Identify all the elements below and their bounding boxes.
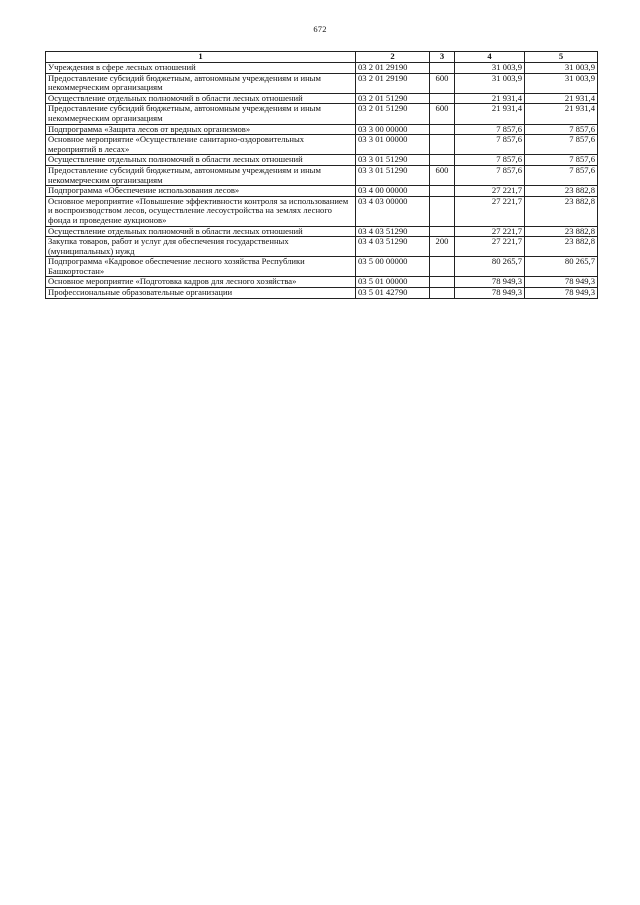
table-row <box>46 288 598 299</box>
row-name-cell: Осуществление отдельных полномочий в области лесных отношений <box>46 93 356 104</box>
row-value-col4: 27 221,7 <box>455 186 525 197</box>
row-code-cell: 03 5 01 42790 <box>356 288 430 299</box>
row-value-col5: 23 882,8 <box>525 237 598 257</box>
row-value-col5: 7 857,6 <box>525 124 598 135</box>
row-code-cell: 03 4 00 00000 <box>356 186 430 197</box>
table-row <box>46 226 598 237</box>
row-type-cell <box>430 63 455 74</box>
row-value-col5: 23 882,8 <box>525 196 598 226</box>
header-col-1: 1 <box>46 52 356 63</box>
row-code-cell: 03 5 01 00000 <box>356 277 430 288</box>
row-value-col5: 78 949,3 <box>525 277 598 288</box>
row-code-cell: 03 3 01 00000 <box>356 135 430 155</box>
row-code-cell: 03 4 03 51290 <box>356 226 430 237</box>
row-value-col4: 78 949,3 <box>455 277 525 288</box>
table-body <box>46 63 598 299</box>
row-code-cell: 03 4 03 51290 <box>356 237 430 257</box>
row-name-cell: Основное мероприятие «Осуществление санитарно-оздоровительных мероприятий в лесах» <box>46 135 356 155</box>
table-row <box>46 63 598 74</box>
header-row <box>46 52 598 63</box>
row-type-cell: 600 <box>430 165 455 185</box>
table-row <box>46 93 598 104</box>
row-value-col5: 7 857,6 <box>525 135 598 155</box>
row-value-col4: 27 221,7 <box>455 237 525 257</box>
row-name-cell: Подпрограмма «Обеспечение использования лесов» <box>46 186 356 197</box>
row-name-cell: Предоставление субсидий бюджетным, автономным учреждениям и иным некоммерческим организациям <box>46 104 356 124</box>
row-name-cell: Профессиональные образовательные организации <box>46 288 356 299</box>
table-row <box>46 277 598 288</box>
row-value-col5: 80 265,7 <box>525 257 598 277</box>
table-row <box>46 196 598 226</box>
budget-table <box>45 51 598 299</box>
row-type-cell <box>430 186 455 197</box>
row-code-cell: 03 2 01 29190 <box>356 63 430 74</box>
row-code-cell: 03 2 01 51290 <box>356 104 430 124</box>
row-type-cell <box>430 288 455 299</box>
table-row <box>46 165 598 185</box>
row-value-col5: 31 003,9 <box>525 73 598 93</box>
table-header <box>46 52 598 63</box>
row-value-col4: 7 857,6 <box>455 124 525 135</box>
row-code-cell: 03 4 03 00000 <box>356 196 430 226</box>
row-name-cell: Осуществление отдельных полномочий в области лесных отношений <box>46 155 356 166</box>
row-value-col4: 31 003,9 <box>455 73 525 93</box>
row-type-cell <box>430 135 455 155</box>
table-row <box>46 186 598 197</box>
row-name-cell: Осуществление отдельных полномочий в области лесных отношений <box>46 226 356 237</box>
row-code-cell: 03 2 01 29190 <box>356 73 430 93</box>
row-name-cell: Предоставление субсидий бюджетным, автономным учреждениям и иным некоммерческим организациям <box>46 165 356 185</box>
row-type-cell: 600 <box>430 73 455 93</box>
row-value-col5: 31 003,9 <box>525 63 598 74</box>
row-value-col4: 7 857,6 <box>455 165 525 185</box>
row-name-cell: Подпрограмма «Защита лесов от вредных организмов» <box>46 124 356 135</box>
row-code-cell: 03 3 00 00000 <box>356 124 430 135</box>
row-type-cell: 200 <box>430 237 455 257</box>
table-row <box>46 237 598 257</box>
row-type-cell <box>430 196 455 226</box>
row-type-cell: 600 <box>430 104 455 124</box>
row-value-col5: 7 857,6 <box>525 165 598 185</box>
row-value-col4: 7 857,6 <box>455 135 525 155</box>
row-value-col4: 27 221,7 <box>455 196 525 226</box>
row-type-cell <box>430 277 455 288</box>
row-value-col4: 80 265,7 <box>455 257 525 277</box>
row-value-col4: 21 931,4 <box>455 104 525 124</box>
row-type-cell <box>430 226 455 237</box>
table-row <box>46 73 598 93</box>
row-value-col5: 78 949,3 <box>525 288 598 299</box>
row-value-col5: 7 857,6 <box>525 155 598 166</box>
table-row <box>46 135 598 155</box>
row-value-col4: 31 003,9 <box>455 63 525 74</box>
row-value-col4: 7 857,6 <box>455 155 525 166</box>
row-value-col4: 27 221,7 <box>455 226 525 237</box>
row-value-col4: 21 931,4 <box>455 93 525 104</box>
table-row <box>46 104 598 124</box>
row-value-col5: 21 931,4 <box>525 104 598 124</box>
row-value-col5: 21 931,4 <box>525 93 598 104</box>
row-code-cell: 03 5 00 00000 <box>356 257 430 277</box>
header-col-5: 5 <box>525 52 598 63</box>
row-code-cell: 03 3 01 51290 <box>356 155 430 166</box>
row-name-cell: Основное мероприятие «Повышение эффективности контроля за использованием и воспроизводством лесов, осуществление лесоустройства на землях лесного фонда и проведение аукционов» <box>46 196 356 226</box>
row-code-cell: 03 3 01 51290 <box>356 165 430 185</box>
row-type-cell <box>430 155 455 166</box>
header-col-2: 2 <box>356 52 430 63</box>
row-name-cell: Основное мероприятие «Подготовка кадров для лесного хозяйства» <box>46 277 356 288</box>
row-type-cell <box>430 93 455 104</box>
row-name-cell: Подпрограмма «Кадровое обеспечение лесного хозяйства Республики Башкортостан» <box>46 257 356 277</box>
table-row <box>46 257 598 277</box>
header-col-3: 3 <box>430 52 455 63</box>
row-name-cell: Закупка товаров, работ и услуг для обеспечения государственных (муниципальных) нужд <box>46 237 356 257</box>
table-row <box>46 124 598 135</box>
table-row <box>46 155 598 166</box>
page-number: 672 <box>313 24 327 34</box>
row-name-cell: Учреждения в сфере лесных отношений <box>46 63 356 74</box>
row-value-col5: 23 882,8 <box>525 186 598 197</box>
row-value-col4: 78 949,3 <box>455 288 525 299</box>
row-name-cell: Предоставление субсидий бюджетным, автономным учреждениям и иным некоммерческим организациям <box>46 73 356 93</box>
row-type-cell <box>430 257 455 277</box>
row-code-cell: 03 2 01 51290 <box>356 93 430 104</box>
row-value-col5: 23 882,8 <box>525 226 598 237</box>
row-type-cell <box>430 124 455 135</box>
header-col-4: 4 <box>455 52 525 63</box>
